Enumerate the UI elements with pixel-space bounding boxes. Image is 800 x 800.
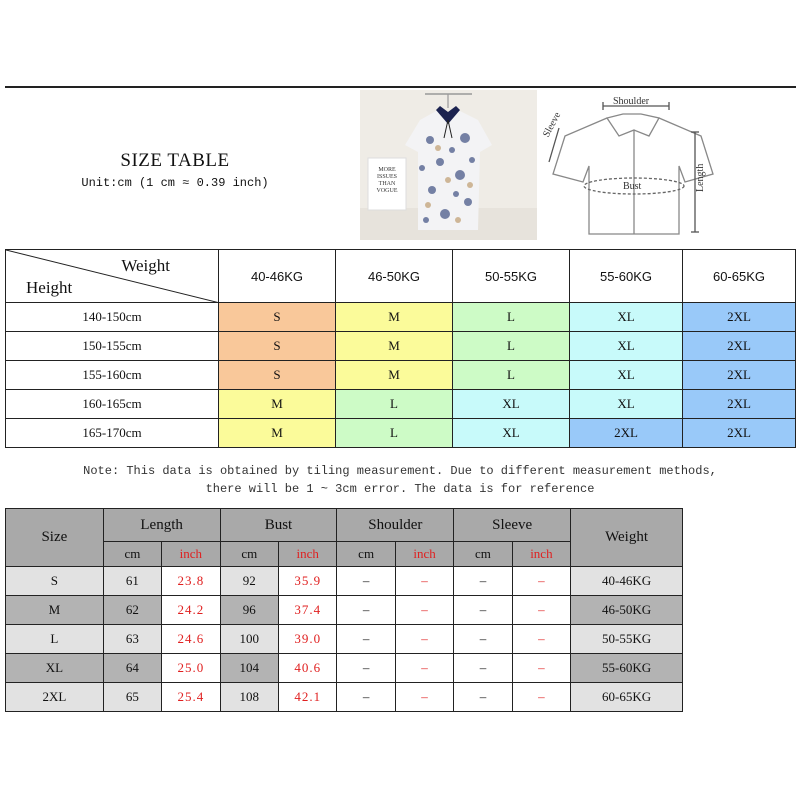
inch-subheader: inch (395, 542, 453, 567)
photo-sign-line: THAN (378, 181, 396, 187)
bust-cm-cell: 108 (220, 683, 278, 712)
page-title: SIZE TABLE (120, 150, 230, 171)
bust-header: Bust (220, 509, 337, 542)
size-cell: M (6, 596, 104, 625)
note-line-2: there will be 1 ~ 3cm error. The data is for reference (205, 482, 595, 496)
weight-cell: 40-46KG (571, 567, 683, 596)
shoulder-cm-cell: – (337, 625, 395, 654)
weight-col-header: 40-46KG (219, 250, 336, 303)
shoulder-inch-cell: – (395, 654, 453, 683)
shoulder-cm-cell: – (337, 683, 395, 712)
length-inch-cell: 25.0 (162, 654, 220, 683)
photo-sign (369, 167, 405, 195)
size-cell: M (336, 361, 453, 390)
sleeve-cm-cell: – (454, 596, 512, 625)
weight-col-header: 50-55KG (453, 250, 570, 303)
size-cell: L (336, 390, 453, 419)
weight-cell: 46-50KG (571, 596, 683, 625)
shoulder-inch-cell: – (395, 596, 453, 625)
size-cell: 2XL (683, 361, 796, 390)
shoulder-cm-cell: – (337, 654, 395, 683)
length-inch-cell: 24.6 (162, 625, 220, 654)
measurement-diagram (541, 92, 720, 242)
size-cell: M (219, 390, 336, 419)
photo-sign-line: VOGUE (376, 188, 398, 194)
sleeve-inch-cell: – (512, 567, 570, 596)
size-cell: 2XL (570, 419, 683, 448)
inch-subheader: inch (278, 542, 336, 567)
size-header: Size (6, 509, 104, 567)
shoulder-inch-cell: – (395, 567, 453, 596)
table-row (6, 654, 683, 683)
cm-subheader: cm (337, 542, 395, 567)
top-rule (5, 86, 796, 88)
size-cell: M (219, 419, 336, 448)
photo-sign-line: MORE (378, 167, 396, 173)
weight-col-header: 55-60KG (570, 250, 683, 303)
size-cell: XL (570, 332, 683, 361)
sleeve-header: Sleeve (454, 509, 571, 542)
weight-header: Weight (571, 509, 683, 567)
bust-inch-cell: 37.4 (278, 596, 336, 625)
bust-cm-cell: 100 (220, 625, 278, 654)
bust-inch-cell: 42.1 (278, 683, 336, 712)
sleeve-cm-cell: – (454, 654, 512, 683)
title-block (60, 150, 290, 190)
sleeve-inch-cell: – (512, 654, 570, 683)
sleeve-cm-cell: – (454, 625, 512, 654)
note-line-1: Note: This data is obtained by tiling measurement. Due to different measurement methods, (83, 464, 717, 478)
measure-header-row (6, 509, 683, 542)
product-photo (360, 90, 537, 240)
shoulder-header: Shoulder (337, 509, 454, 542)
measurement-note (0, 462, 800, 498)
size-cell: M (336, 303, 453, 332)
table-row (6, 567, 683, 596)
table-row (6, 303, 796, 332)
inch-subheader: inch (162, 542, 220, 567)
inch-subheader: inch (512, 542, 570, 567)
cm-subheader: cm (454, 542, 512, 567)
photo-sign-line: ISSUES (376, 174, 397, 180)
size-cell: L (336, 419, 453, 448)
cm-subheader: cm (103, 542, 161, 567)
diagram-shoulder-label: Shoulder (613, 96, 650, 107)
size-cell: XL (570, 303, 683, 332)
sleeve-inch-cell: – (512, 625, 570, 654)
diagram-bust-label: Bust (623, 181, 642, 192)
size-cell: XL (6, 654, 104, 683)
table-row (6, 683, 683, 712)
size-cell: S (219, 303, 336, 332)
size-cell: XL (453, 419, 570, 448)
sleeve-inch-cell: – (512, 596, 570, 625)
sleeve-cm-cell: – (454, 567, 512, 596)
length-inch-cell: 23.8 (162, 567, 220, 596)
sleeve-cm-cell: – (454, 683, 512, 712)
size-cell: L (453, 361, 570, 390)
size-cell: L (453, 332, 570, 361)
table-row (6, 596, 683, 625)
size-cell: XL (570, 390, 683, 419)
length-cm-cell: 61 (103, 567, 161, 596)
corner-weight-label: Weight (121, 256, 170, 275)
weight-cell: 50-55KG (571, 625, 683, 654)
bust-inch-cell: 39.0 (278, 625, 336, 654)
height-cell: 165-170cm (6, 419, 219, 448)
shoulder-inch-cell: – (395, 683, 453, 712)
table-row (6, 625, 683, 654)
bust-cm-cell: 104 (220, 654, 278, 683)
size-cell: 2XL (683, 390, 796, 419)
length-cm-cell: 63 (103, 625, 161, 654)
shoulder-cm-cell: – (337, 596, 395, 625)
bust-cm-cell: 92 (220, 567, 278, 596)
bust-inch-cell: 40.6 (278, 654, 336, 683)
height-cell: 150-155cm (6, 332, 219, 361)
length-cm-cell: 64 (103, 654, 161, 683)
bust-cm-cell: 96 (220, 596, 278, 625)
length-inch-cell: 25.4 (162, 683, 220, 712)
shoulder-cm-cell: – (337, 567, 395, 596)
size-cell: 2XL (683, 332, 796, 361)
height-cell: 160-165cm (6, 390, 219, 419)
table-row (6, 332, 796, 361)
table-row (6, 361, 796, 390)
size-cell: S (219, 361, 336, 390)
weight-col-header: 46-50KG (336, 250, 453, 303)
bust-inch-cell: 35.9 (278, 567, 336, 596)
size-cell: 2XL (6, 683, 104, 712)
measurement-table (5, 508, 683, 712)
length-cm-cell: 62 (103, 596, 161, 625)
cm-subheader: cm (220, 542, 278, 567)
weight-cell: 55-60KG (571, 654, 683, 683)
length-inch-cell: 24.2 (162, 596, 220, 625)
sleeve-inch-cell: – (512, 683, 570, 712)
height-cell: 140-150cm (6, 303, 219, 332)
size-cell: XL (570, 361, 683, 390)
size-cell: 2XL (683, 303, 796, 332)
table-row (6, 419, 796, 448)
unit-note: Unit:cm (1 cm ≈ 0.39 inch) (81, 176, 269, 190)
size-cell: S (219, 332, 336, 361)
size-cell: L (453, 303, 570, 332)
height-cell: 155-160cm (6, 361, 219, 390)
shoulder-inch-cell: – (395, 625, 453, 654)
weight-col-header: 60-65KG (683, 250, 796, 303)
length-header: Length (103, 509, 220, 542)
size-cell: L (6, 625, 104, 654)
diagram-length-label: Length (695, 163, 706, 192)
size-cell: 2XL (683, 419, 796, 448)
length-cm-cell: 65 (103, 683, 161, 712)
weight-table-header-row (6, 250, 796, 303)
table-corner-cell (6, 250, 219, 303)
weight-cell: 60-65KG (571, 683, 683, 712)
size-cell: M (336, 332, 453, 361)
size-cell: XL (453, 390, 570, 419)
size-cell: S (6, 567, 104, 596)
corner-height-label: Height (26, 278, 73, 297)
table-row (6, 390, 796, 419)
diagram-sleeve-label: Sleeve (541, 110, 564, 140)
weight-height-size-table (5, 249, 796, 448)
